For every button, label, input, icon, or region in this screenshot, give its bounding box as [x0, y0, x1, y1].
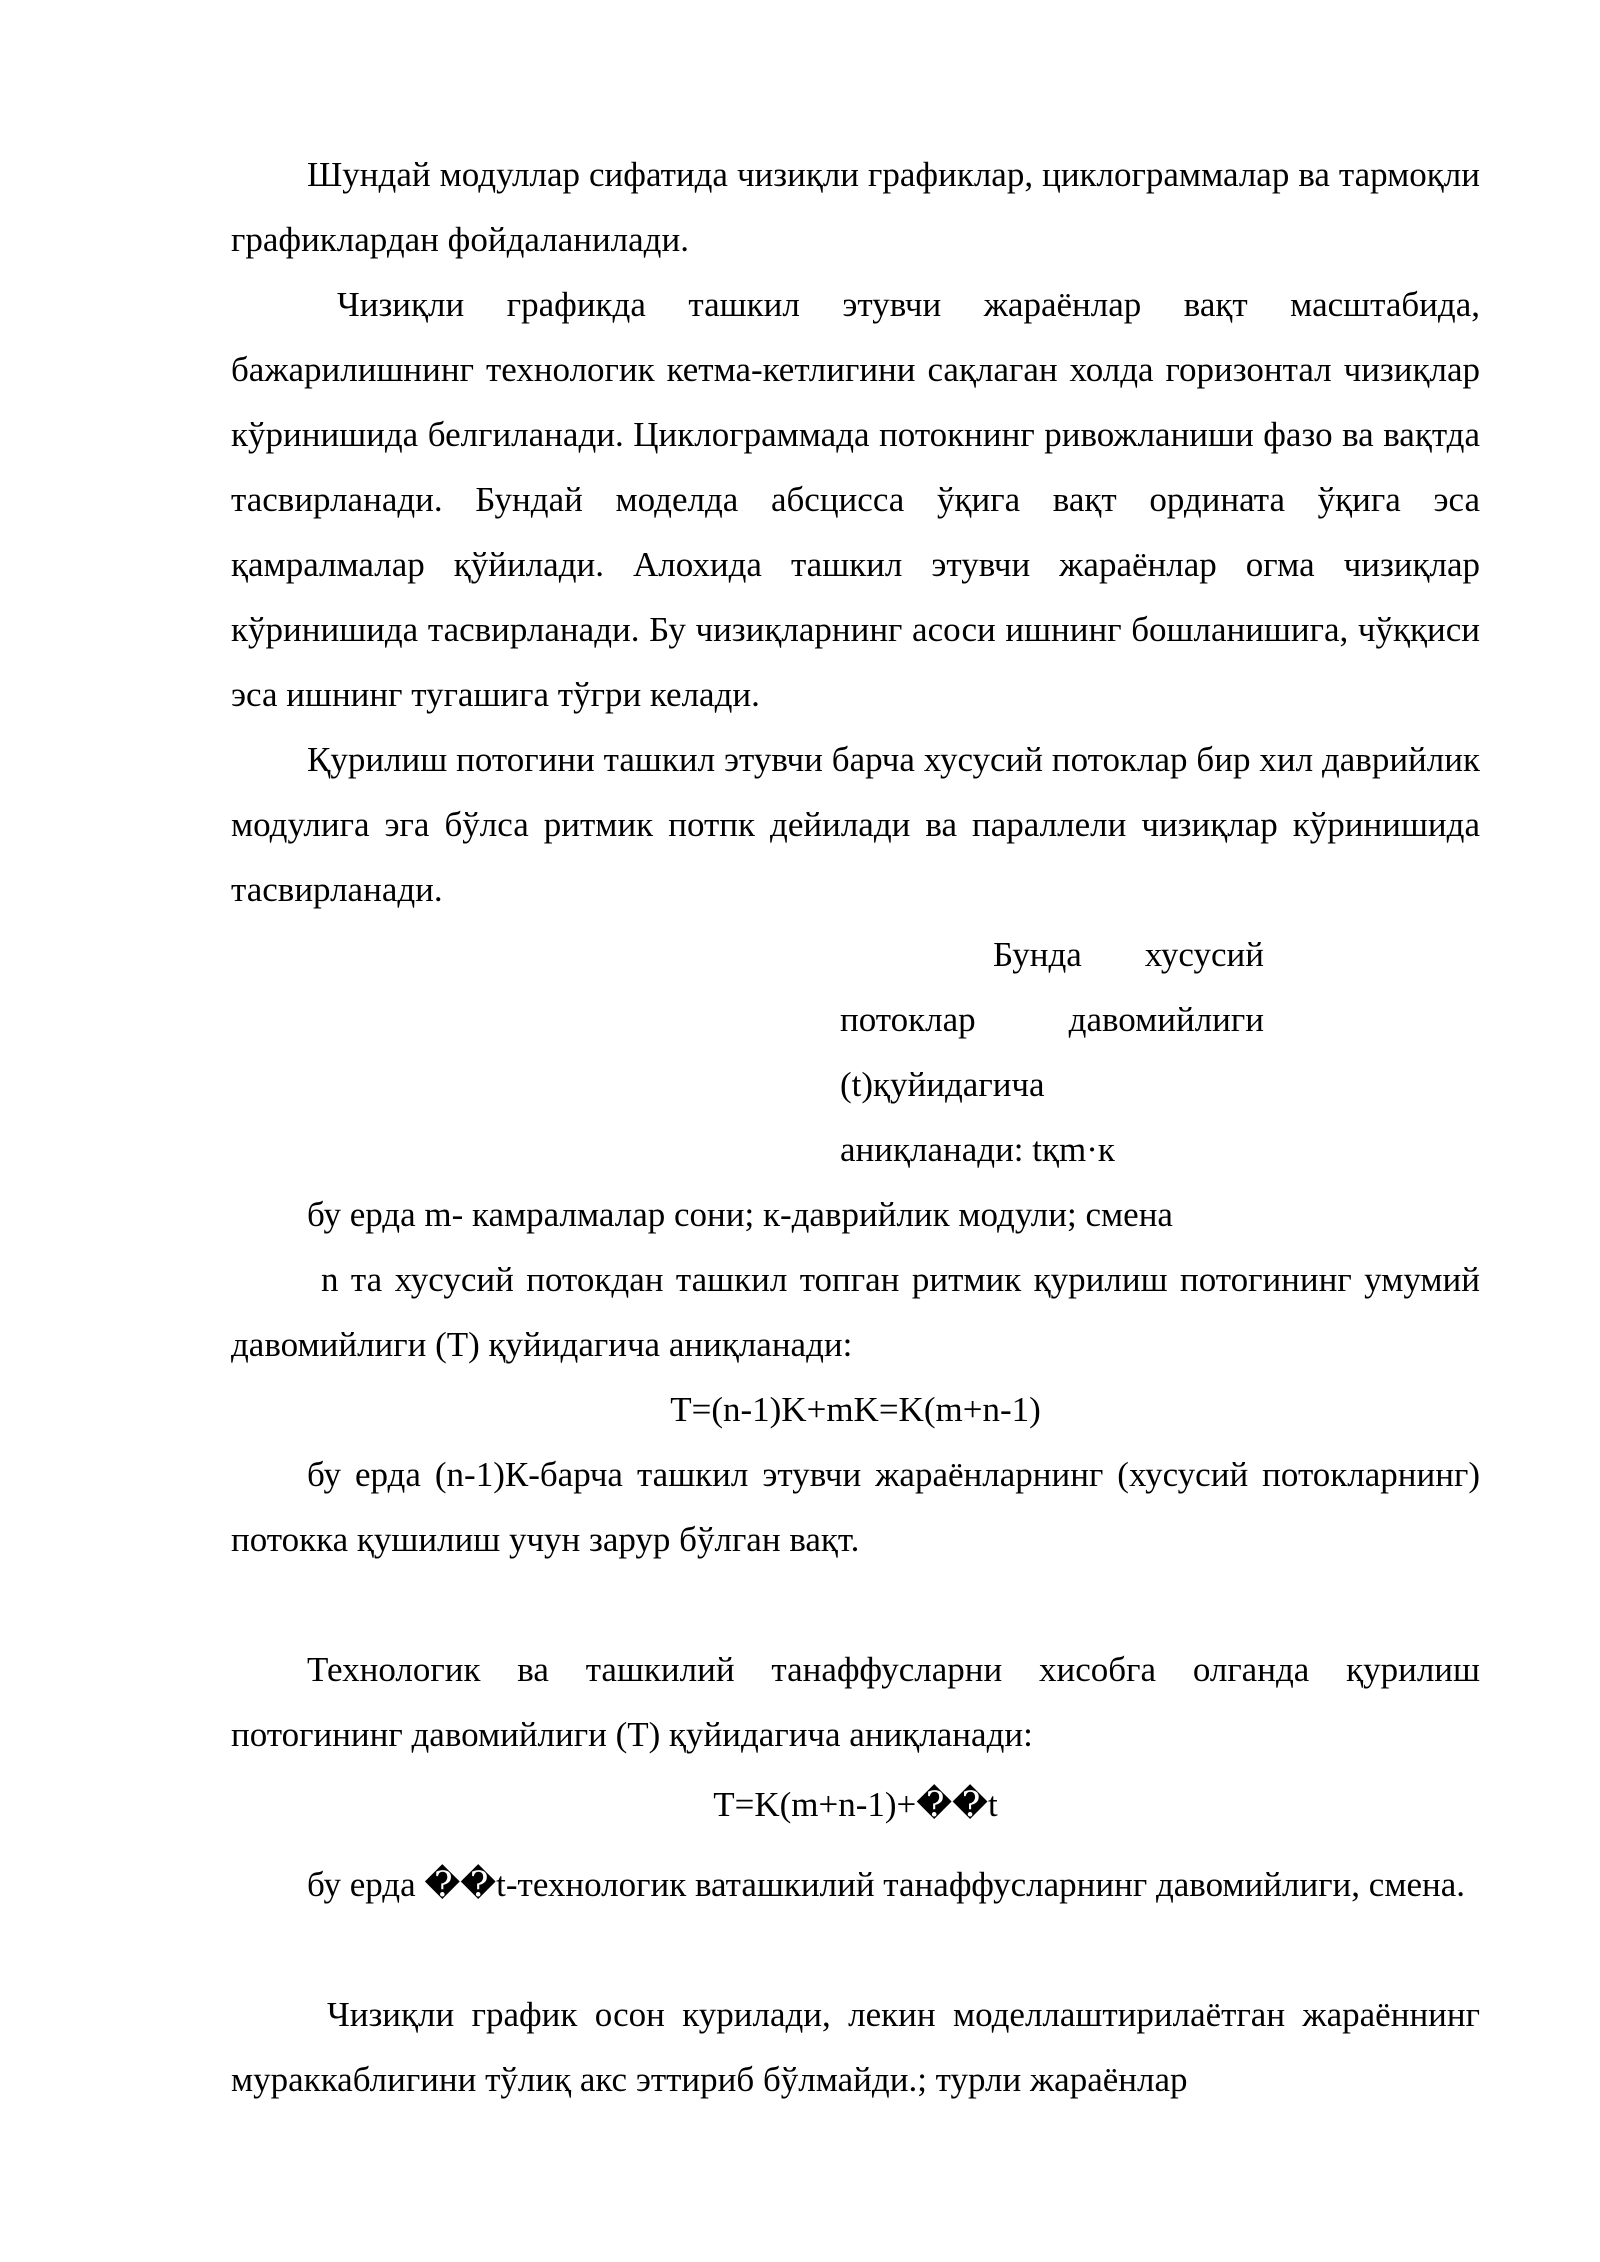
paragraph-formula-explanation: бу ерда (n-1)К-барча ташкил этувчи жараёнларнинг (хусусий потокларнинг) потокка қушилиш учун зарур бўлган вақт. — [231, 1455, 1480, 1559]
side-text-line: аниқланади: tқm·к — [840, 1130, 1115, 1169]
paragraph-breaks-explanation: бу ерда ��t-технологик ваташкилий танаффусларнинг давомийлиги, смена. — [307, 1865, 1466, 1904]
formula-with-breaks: T=K(m+n-1)+��t — [713, 1785, 998, 1824]
paragraph-modules: Шундай модуллар сифатида чизиқли графиклар, циклограммалар ва тармоқли графиклардан фойдаланилади. — [231, 155, 1480, 259]
paragraph-linear-graph-limits: Чизиқли график осон курилади, лекин моделлаштирилаётган жараённинг мураккаблигини тўлиқ акс эттириб бўлмайди.; турли жараёнлар — [231, 1995, 1480, 2099]
paragraph-breaks: Технологик ва ташкилий танаффусларни хисобга олганда қурилиш потогининг давомийлиги (Т) қуйидагича аниқланади: — [231, 1650, 1480, 1754]
duration-side-text — [840, 922, 1264, 1182]
paragraph-total-duration: n та хусусий потокдан ташкил топган ритмик қурилиш потогининг умумий давомийлиги (Т) қуйидагича аниқланади: — [231, 1260, 1480, 1364]
side-text-line: потоклар давомийлиги — [840, 1000, 1264, 1039]
formula-total-duration: T=(n-1)K+mK=K(m+n-1) — [670, 1390, 1041, 1429]
side-text-line: (t)қуйидагича — [840, 1065, 1045, 1104]
paragraph-definitions: бу ерда m- камралмалар сони; к-даврийлик модули; смена — [307, 1195, 1173, 1234]
side-text-line: Бунда хусусий — [993, 935, 1264, 974]
paragraph-linear-graph: Чизиқли графикда ташкил этувчи жараёнлар вақт масштабида, бажарилишнинг технологик кетма-кетлигини сақлаган холда горизонтал чизиқлар кўринишида белгиланади. Циклограммада потокнинг ривожланиши фазо ва вақтда тасвирланади. Бундай моделда абсцисса ўқига вақт ордината ўқига эса қамралмалар қўйилади. Алохида ташкил этувчи жараёнлар огма чизиқлар кўринишида тасвирланади. Бу чизиқларнинг асоси ишнинг бошланишига, чўққиси эса ишнинг тугашига тўгри келади. — [231, 285, 1480, 714]
paragraph-rhythmic-flow: Қурилиш потогини ташкил этувчи барча хусусий потоклар бир хил даврийлик модулига эга бўлса ритмик потпк дейилади ва параллели чизиқлар кўринишида тасвирланади. — [231, 740, 1480, 909]
